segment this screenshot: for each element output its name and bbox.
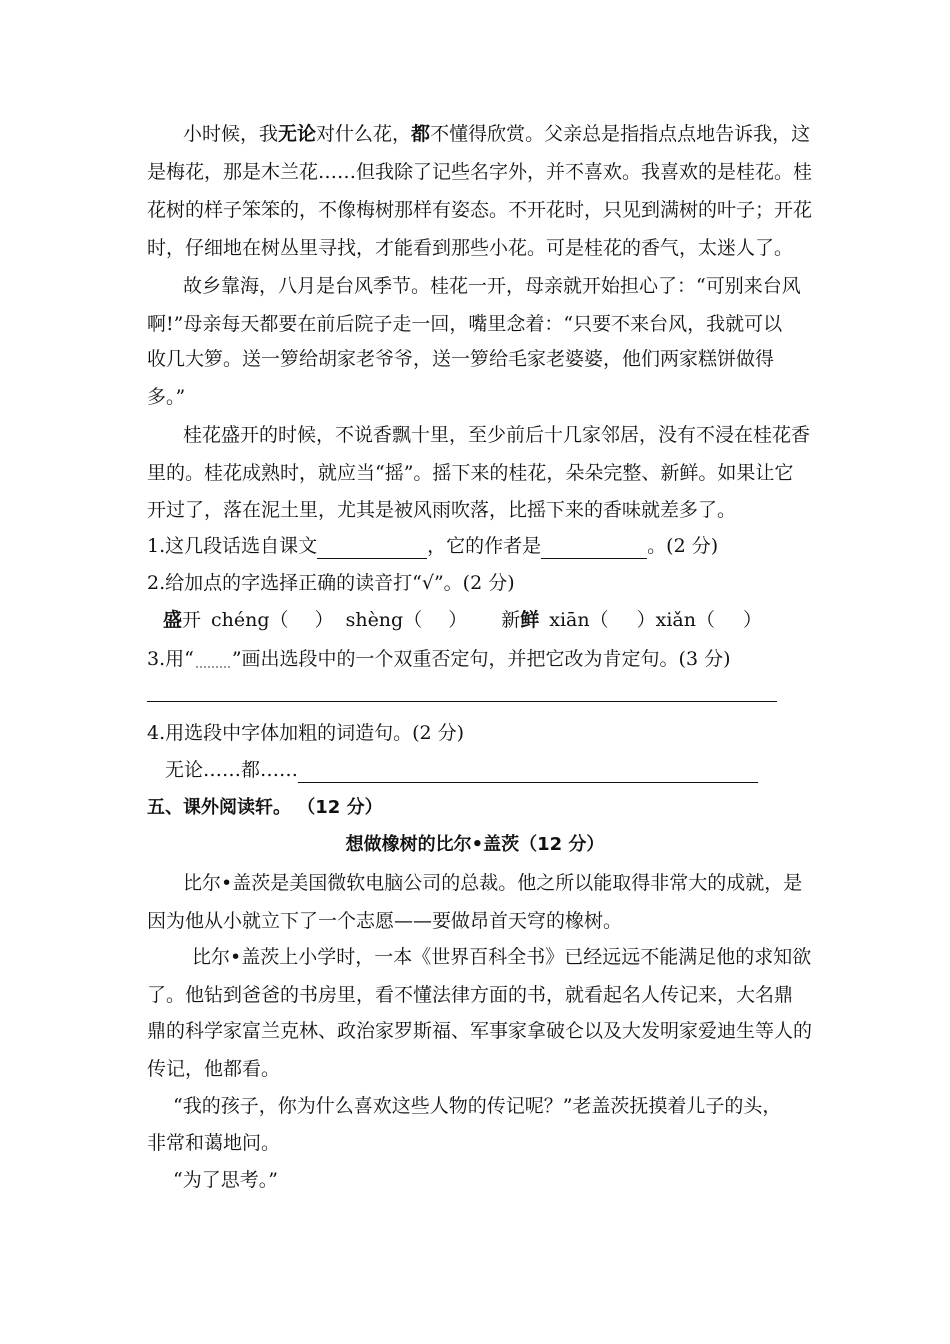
paren: ）: [743, 609, 763, 631]
article-line-5: 鼎的科学家富兰克林、政治家罗斯福、军事家拿破仑以及大发明家爱迪生等人的: [147, 1020, 813, 1042]
article-line-9: “为了思考。”: [173, 1169, 278, 1191]
section-5-heading: 五、课外阅读轩。 （12 分）: [147, 797, 383, 818]
question-2: 2.给加点的字选择正确的读音打“√”。(2 分): [147, 572, 515, 594]
question-2-options: [163, 607, 762, 633]
question-1-text: 1.这几段话选自课文: [147, 535, 318, 557]
passage1-line-9: 桂花盛开的时候，不说香飘十里，至少前后十几家邻居，没有不浸在桂花香: [183, 424, 811, 446]
word-text: 开: [182, 609, 202, 631]
question-3-text: ”画出选段中的一个双重否定句，并把它改为肯定句。(3 分): [231, 648, 731, 670]
article-line-7: “我的孩子，你为什么喜欢这些人物的传记呢？”老盖茨抚摸着儿子的头，: [173, 1095, 782, 1117]
passage1-line-1: [183, 121, 810, 147]
answer-blank-author[interactable]: [541, 538, 647, 559]
passage1-line-11: 开过了，落在泥土里，尤其是被风雨吹落，比摇下来的香味就差多了。: [147, 499, 737, 521]
wavy-underline-icon: [196, 652, 230, 668]
option-sheng: shèng（: [345, 609, 423, 631]
question-3-text: 3.用“: [147, 648, 194, 670]
bold-word-dou: 都: [411, 123, 431, 145]
text-run: 对什么花，: [316, 123, 412, 145]
option-xian1: xiān（: [549, 609, 609, 631]
passage1-line-5: 故乡靠海，八月是台风季节。桂花一开，母亲就开始担心了：“可别来台风: [183, 275, 801, 297]
dotted-char-xian: 鲜: [520, 609, 540, 631]
paren: ）: [314, 609, 334, 631]
question-1-text: ，它的作者是: [427, 535, 542, 557]
article-title: 想做橡树的比尔•盖茨（12 分）: [345, 834, 605, 855]
article-line-2: 因为他从小就立下了一个志愿——要做昂首天穹的橡树。: [147, 910, 623, 932]
dotted-char-sheng: 盛: [163, 609, 183, 631]
paren: ）: [448, 609, 468, 631]
answer-line-question-3[interactable]: [147, 701, 777, 702]
passage1-line-10: 里的。桂花成熟时，就应当“摇”。摇下来的桂花，朵朵完整、新鲜。如果让它: [147, 462, 794, 484]
bold-word-wulun: 无论: [278, 123, 317, 145]
word-text: 新: [501, 609, 521, 631]
text-run: 不懂得欣赏。父亲总是指指点点地告诉我，这: [430, 123, 811, 145]
passage1-line-6: 啊!”母亲每天都要在前后院子走一回，嘴里念着：“只要不来台风，我就可以: [147, 313, 783, 335]
question-4: 4.用选段中字体加粗的词造句。(2 分): [147, 722, 465, 744]
passage1-line-8: 多。”: [147, 386, 186, 408]
article-line-6: 传记，他都看。: [147, 1058, 281, 1080]
question-4-prompt-row: [165, 757, 758, 783]
article-line-3: 比尔•盖茨上小学时，一本《世界百科全书》已经远远不能满足他的求知欲: [192, 946, 812, 968]
article-line-4: 了。他钻到爸爸的书房里，看不懂法律方面的书，就看起名人传记来，大名鼎: [147, 984, 794, 1006]
passage1-line-2: 是梅花，那是木兰花……但我除了记些名字外，并不喜欢。我喜欢的是桂花。桂: [147, 161, 813, 183]
question-1-text: 。(2 分): [647, 535, 719, 557]
passage1-line-7: 收几大箩。送一箩给胡家老爷爷，送一箩给毛家老婆婆，他们两家糕饼做得: [147, 348, 775, 370]
paren: ）: [636, 609, 656, 631]
article-line-8: 非常和蔼地问。: [147, 1132, 281, 1154]
question-4-prompt: 无论……都……: [165, 759, 299, 781]
answer-blank-sentence[interactable]: [298, 762, 758, 783]
text-run: 小时候，我: [183, 123, 279, 145]
answer-blank-lesson[interactable]: [317, 538, 427, 559]
question-1: [147, 533, 718, 559]
article-line-1: 比尔•盖茨是美国微软电脑公司的总裁。他之所以能取得非常大的成就，是: [183, 872, 803, 894]
option-cheng: chéng（: [211, 609, 289, 631]
passage1-line-4: 时，仔细地在树丛里寻找，才能看到那些小花。可是桂花的香气，太迷人了。: [147, 237, 794, 259]
option-xian3: xiǎn（: [655, 609, 715, 631]
question-3: [147, 646, 731, 672]
passage1-line-3: 花树的样子笨笨的，不像梅树那样有姿态。不开花时，只见到满树的叶子；开花: [147, 199, 813, 221]
